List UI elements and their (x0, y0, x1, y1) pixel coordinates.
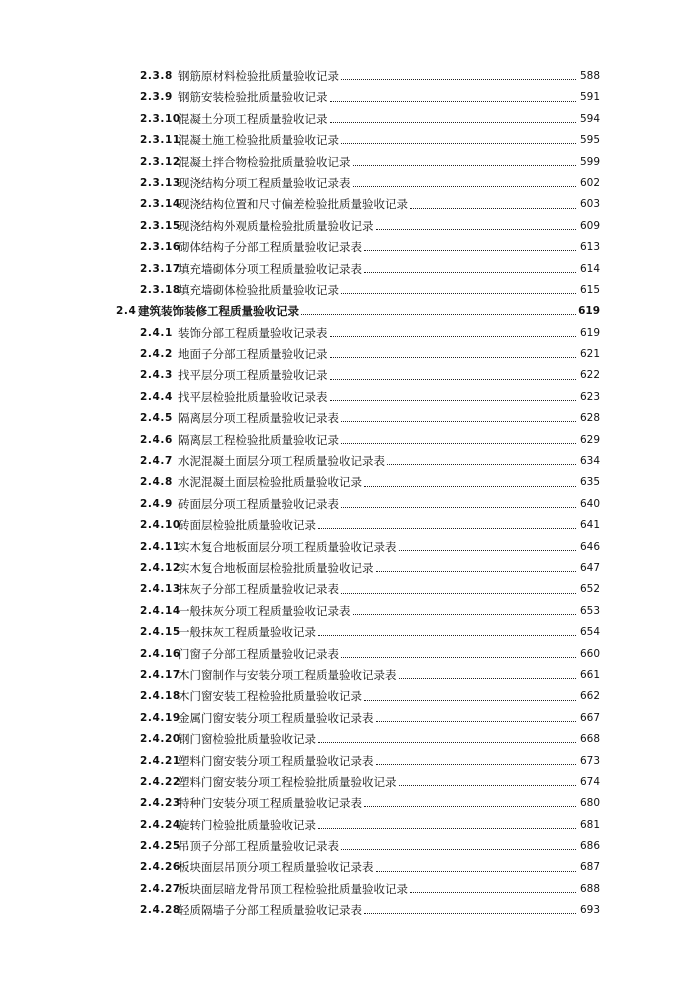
toc-entry[interactable] (0, 387, 600, 408)
dot-leader (353, 164, 577, 166)
toc-entry-title: 木门窗制作与安装分项工程质量验收记录表 (178, 667, 397, 682)
dot-leader (341, 848, 576, 850)
toc-entry[interactable] (0, 772, 600, 793)
toc-entry-page: 588 (579, 70, 600, 82)
toc-entry[interactable] (0, 793, 600, 814)
dot-leader (353, 185, 577, 187)
toc-entry-page: 653 (579, 604, 600, 617)
toc-entry-page: 646 (579, 540, 600, 553)
toc-entry[interactable] (0, 408, 600, 429)
dot-leader (330, 121, 577, 123)
toc-entry-page: 613 (579, 241, 600, 254)
toc-entry[interactable] (0, 152, 600, 173)
toc-entry-page: 619 (579, 326, 600, 339)
toc-entry-page: 680 (579, 797, 600, 810)
dot-leader (341, 420, 576, 422)
toc-entry-title: 实木复合地板面层分项工程质量验收记录表 (178, 539, 397, 554)
toc-entry[interactable] (0, 109, 600, 130)
toc-entry-number: 2.3.12 (140, 155, 181, 168)
toc-entry-title: 木门窗安装工程检验批质量验收记录 (178, 689, 362, 704)
toc-entry[interactable] (0, 323, 600, 344)
toc-entry-title: 地面子分部工程质量验收记录 (178, 347, 328, 362)
dot-leader (330, 378, 577, 380)
toc-entry-page: 623 (579, 390, 600, 403)
toc-entry-title: 水泥混凝土面层检验批质量验收记录 (178, 475, 362, 490)
toc-entry-page: 687 (579, 861, 600, 874)
toc-entry[interactable] (0, 173, 600, 194)
toc-entry-title: 塑料门窗安装分项工程检验批质量验收记录 (178, 774, 397, 789)
toc-entry[interactable] (0, 515, 600, 536)
dot-leader (376, 570, 577, 572)
toc-entry-page: 621 (579, 348, 600, 361)
toc-entry-number: 2.4.3 (140, 369, 173, 382)
toc-entry-title: 轻质隔墙子分部工程质量验收记录表 (178, 903, 362, 918)
toc-entry-number: 2.4.9 (140, 497, 173, 510)
toc-entry-number: 2.4.16 (140, 647, 181, 660)
toc-entry[interactable] (0, 708, 600, 729)
toc-entry[interactable] (0, 644, 600, 665)
toc-entry-page: 640 (579, 497, 600, 510)
toc-entry-number: 2.4.8 (140, 476, 173, 489)
dot-leader (318, 741, 576, 743)
dot-leader (353, 613, 577, 615)
toc-entry-number: 2.3.8 (140, 70, 173, 82)
toc-entry-page: 681 (579, 818, 600, 831)
toc-entry-number: 2.4.6 (140, 433, 173, 446)
toc-entry-title: 建筑装饰装修工程质量验收记录 (138, 304, 299, 319)
toc-entry[interactable] (0, 87, 600, 108)
dot-leader (399, 677, 577, 679)
toc-entry-page: 595 (579, 134, 600, 147)
dot-leader (364, 805, 576, 807)
toc-entry-number: 2.4.20 (140, 733, 181, 746)
toc-entry-title: 装饰分部工程质量验收记录表 (178, 325, 328, 340)
toc-entry-number: 2.3.15 (140, 219, 181, 232)
toc-entry-number: 2.4.10 (140, 519, 181, 532)
table-of-contents (0, 66, 700, 922)
toc-entry-page: 688 (579, 882, 600, 895)
toc-entry-title: 隔离层分项工程质量验收记录表 (178, 411, 339, 426)
toc-entry-title: 找平层检验批质量验收记录表 (178, 389, 328, 404)
dot-leader (318, 634, 576, 636)
toc-entry-page: 591 (579, 91, 600, 104)
toc-entry-number: 2.4.13 (140, 583, 181, 596)
toc-entry-page: 619 (578, 305, 600, 318)
toc-entry[interactable] (0, 729, 600, 750)
toc-entry-number: 2.4.1 (140, 326, 173, 339)
toc-entry[interactable] (0, 665, 600, 686)
toc-entry-page: 662 (579, 690, 600, 703)
toc-entry-number: 2.3.18 (140, 283, 181, 296)
dot-leader (364, 912, 576, 914)
toc-entry-number: 2.3.16 (140, 241, 181, 254)
dot-leader (364, 249, 576, 251)
toc-entry-number: 2.4.21 (140, 754, 181, 767)
toc-entry-title: 特种门安装分项工程质量验收记录表 (178, 796, 362, 811)
toc-entry-title: 水泥混凝土面层分项工程质量验收记录表 (178, 454, 385, 469)
toc-entry-number: 2.3.10 (140, 112, 181, 125)
toc-entry-title: 抹灰子分部工程质量验收记录表 (178, 582, 339, 597)
toc-entry-page: 660 (579, 647, 600, 660)
toc-entry-page: 667 (579, 711, 600, 724)
toc-entry[interactable] (0, 280, 600, 301)
dot-leader (330, 356, 577, 358)
toc-entry[interactable] (0, 686, 600, 707)
toc-entry-number: 2.3.17 (140, 262, 181, 275)
toc-entry-title: 混凝土施工检验批质量验收记录 (178, 133, 339, 148)
dot-leader (341, 442, 576, 444)
dot-leader (399, 784, 577, 786)
toc-entry-number: 2.4.4 (140, 390, 173, 403)
toc-entry[interactable] (0, 66, 600, 87)
toc-entry-page: 686 (579, 840, 600, 853)
toc-entry-title: 混凝土分项工程质量验收记录 (178, 111, 328, 126)
toc-entry[interactable] (0, 900, 600, 921)
toc-entry-page: 647 (579, 561, 600, 574)
dot-leader (330, 100, 577, 102)
toc-entry-title: 砖面层分项工程质量验收记录表 (178, 496, 339, 511)
dot-leader (376, 870, 577, 872)
dot-leader (364, 485, 576, 487)
toc-entry-number: 2.4.5 (140, 412, 173, 425)
dot-leader (341, 78, 576, 80)
toc-entry-number: 2.4.12 (140, 561, 181, 574)
toc-entry-number: 2.4.18 (140, 690, 181, 703)
toc-entry-number: 2.4.14 (140, 604, 181, 617)
toc-entry[interactable] (0, 751, 600, 772)
toc-entry[interactable] (0, 815, 600, 836)
toc-entry[interactable] (0, 857, 600, 878)
toc-entry[interactable] (0, 216, 600, 237)
toc-entry-number: 2.4.19 (140, 711, 181, 724)
toc-entry[interactable] (0, 836, 600, 857)
toc-entry-number: 2.4.17 (140, 668, 181, 681)
toc-entry-number: 2.4.2 (140, 348, 173, 361)
toc-entry-page: 603 (579, 198, 600, 211)
toc-section-entry[interactable] (0, 301, 600, 322)
dot-leader (341, 506, 576, 508)
toc-entry-page: 673 (579, 754, 600, 767)
toc-entry[interactable] (0, 430, 600, 451)
dot-leader (341, 292, 576, 294)
dot-leader (376, 763, 577, 765)
toc-entry-title: 塑料门窗安装分项工程质量验收记录表 (178, 753, 374, 768)
toc-entry-title: 现浇结构外观质量检验批质量验收记录 (178, 218, 374, 233)
toc-entry-page: 661 (579, 668, 600, 681)
toc-entry-title: 混凝土拌合物检验批质量验收记录 (178, 154, 351, 169)
toc-entry-number: 2.4.25 (140, 840, 181, 853)
toc-entry-number: 2.4.22 (140, 775, 181, 788)
toc-entry-title: 砖面层检验批质量验收记录 (178, 518, 316, 533)
dot-leader (376, 720, 577, 722)
toc-entry-page: 629 (579, 433, 600, 446)
toc-entry-page: 641 (579, 519, 600, 532)
dot-leader (330, 335, 577, 337)
toc-entry-title: 填充墙砌体检验批质量验收记录 (178, 282, 339, 297)
toc-entry[interactable] (0, 558, 600, 579)
toc-entry-title: 现浇结构位置和尺寸偏差检验批质量验收记录 (178, 197, 408, 212)
toc-entry-title: 找平层分项工程质量验收记录 (178, 368, 328, 383)
toc-entry-number: 2.3.11 (140, 134, 181, 147)
toc-entry-title: 隔离层工程检验批质量验收记录 (178, 432, 339, 447)
toc-entry-page: 599 (579, 155, 600, 168)
toc-entry[interactable] (0, 472, 600, 493)
toc-entry-number: 2.4 (116, 305, 137, 318)
dot-leader (341, 592, 576, 594)
toc-entry-title: 门窗子分部工程质量验收记录表 (178, 646, 339, 661)
toc-entry-title: 金属门窗安装分项工程质量验收记录表 (178, 710, 374, 725)
toc-entry-title: 钢门窗检验批质量验收记录 (178, 732, 316, 747)
toc-entry[interactable] (0, 130, 600, 151)
dot-leader (341, 656, 576, 658)
toc-entry-page: 594 (579, 112, 600, 125)
toc-entry-page: 635 (579, 476, 600, 489)
toc-entry-title: 钢筋原材料检验批质量验收记录 (178, 69, 339, 83)
toc-entry[interactable] (0, 537, 600, 558)
toc-entry[interactable] (0, 494, 600, 515)
dot-leader (387, 463, 576, 465)
toc-entry-page: 622 (579, 369, 600, 382)
toc-entry[interactable] (0, 365, 600, 386)
toc-entry-title: 旋转门检验批质量验收记录 (178, 817, 316, 832)
toc-entry[interactable] (0, 344, 600, 365)
toc-entry-page: 654 (579, 626, 600, 639)
dot-leader (318, 527, 576, 529)
dot-leader (341, 142, 576, 144)
dot-leader (330, 399, 577, 401)
toc-entry-number: 2.3.9 (140, 91, 173, 104)
toc-entry-number: 2.4.23 (140, 797, 181, 810)
toc-entry[interactable] (0, 237, 600, 258)
toc-entry-title: 钢筋安装检验批质量验收记录 (178, 90, 328, 105)
toc-entry[interactable] (0, 259, 600, 280)
toc-entry-page: 674 (579, 775, 600, 788)
toc-entry-page: 668 (579, 733, 600, 746)
toc-entry-page: 602 (579, 176, 600, 189)
toc-entry-title: 板块面层暗龙骨吊顶工程检验批质量验收记录 (178, 881, 408, 896)
toc-entry-page: 634 (579, 455, 600, 468)
toc-entry-number: 2.4.11 (140, 540, 181, 553)
toc-entry-title: 一般抹灰工程质量验收记录 (178, 625, 316, 640)
toc-entry-page: 615 (579, 283, 600, 296)
toc-entry[interactable] (0, 622, 600, 643)
toc-entry[interactable] (0, 879, 600, 900)
toc-entry-number: 2.4.28 (140, 904, 181, 917)
toc-entry-page: 628 (579, 412, 600, 425)
dot-leader (318, 827, 576, 829)
toc-entry-page: 609 (579, 219, 600, 232)
toc-entry-number: 2.4.15 (140, 626, 181, 639)
dot-leader (410, 891, 576, 893)
toc-entry-title: 填充墙砌体分项工程质量验收记录表 (178, 261, 362, 276)
toc-entry[interactable] (0, 194, 600, 215)
dot-leader (376, 228, 577, 230)
dot-leader (364, 699, 576, 701)
toc-entry-title: 现浇结构分项工程质量验收记录表 (178, 175, 351, 190)
toc-entry-page: 652 (579, 583, 600, 596)
dot-leader (399, 549, 577, 551)
dot-leader (410, 207, 576, 209)
toc-entry[interactable] (0, 579, 600, 600)
toc-entry-number: 2.4.7 (140, 455, 173, 468)
toc-entry-page: 693 (579, 904, 600, 917)
toc-entry-title: 实木复合地板面层检验批质量验收记录 (178, 560, 374, 575)
toc-entry-title: 吊顶子分部工程质量验收记录表 (178, 839, 339, 854)
toc-entry-title: 板块面层吊顶分项工程质量验收记录表 (178, 860, 374, 875)
toc-entry-number: 2.3.14 (140, 198, 181, 211)
dot-leader (301, 313, 576, 315)
toc-entry-number: 2.4.27 (140, 882, 181, 895)
toc-entry-number: 2.3.13 (140, 176, 181, 189)
toc-entry-number: 2.4.26 (140, 861, 181, 874)
toc-entry-number: 2.4.24 (140, 818, 181, 831)
toc-entry[interactable] (0, 451, 600, 472)
toc-entry[interactable] (0, 601, 600, 622)
dot-leader (364, 271, 576, 273)
toc-entry-title: 砌体结构子分部工程质量验收记录表 (178, 240, 362, 255)
toc-entry-page: 614 (579, 262, 600, 275)
toc-entry-title: 一般抹灰分项工程质量验收记录表 (178, 603, 351, 618)
